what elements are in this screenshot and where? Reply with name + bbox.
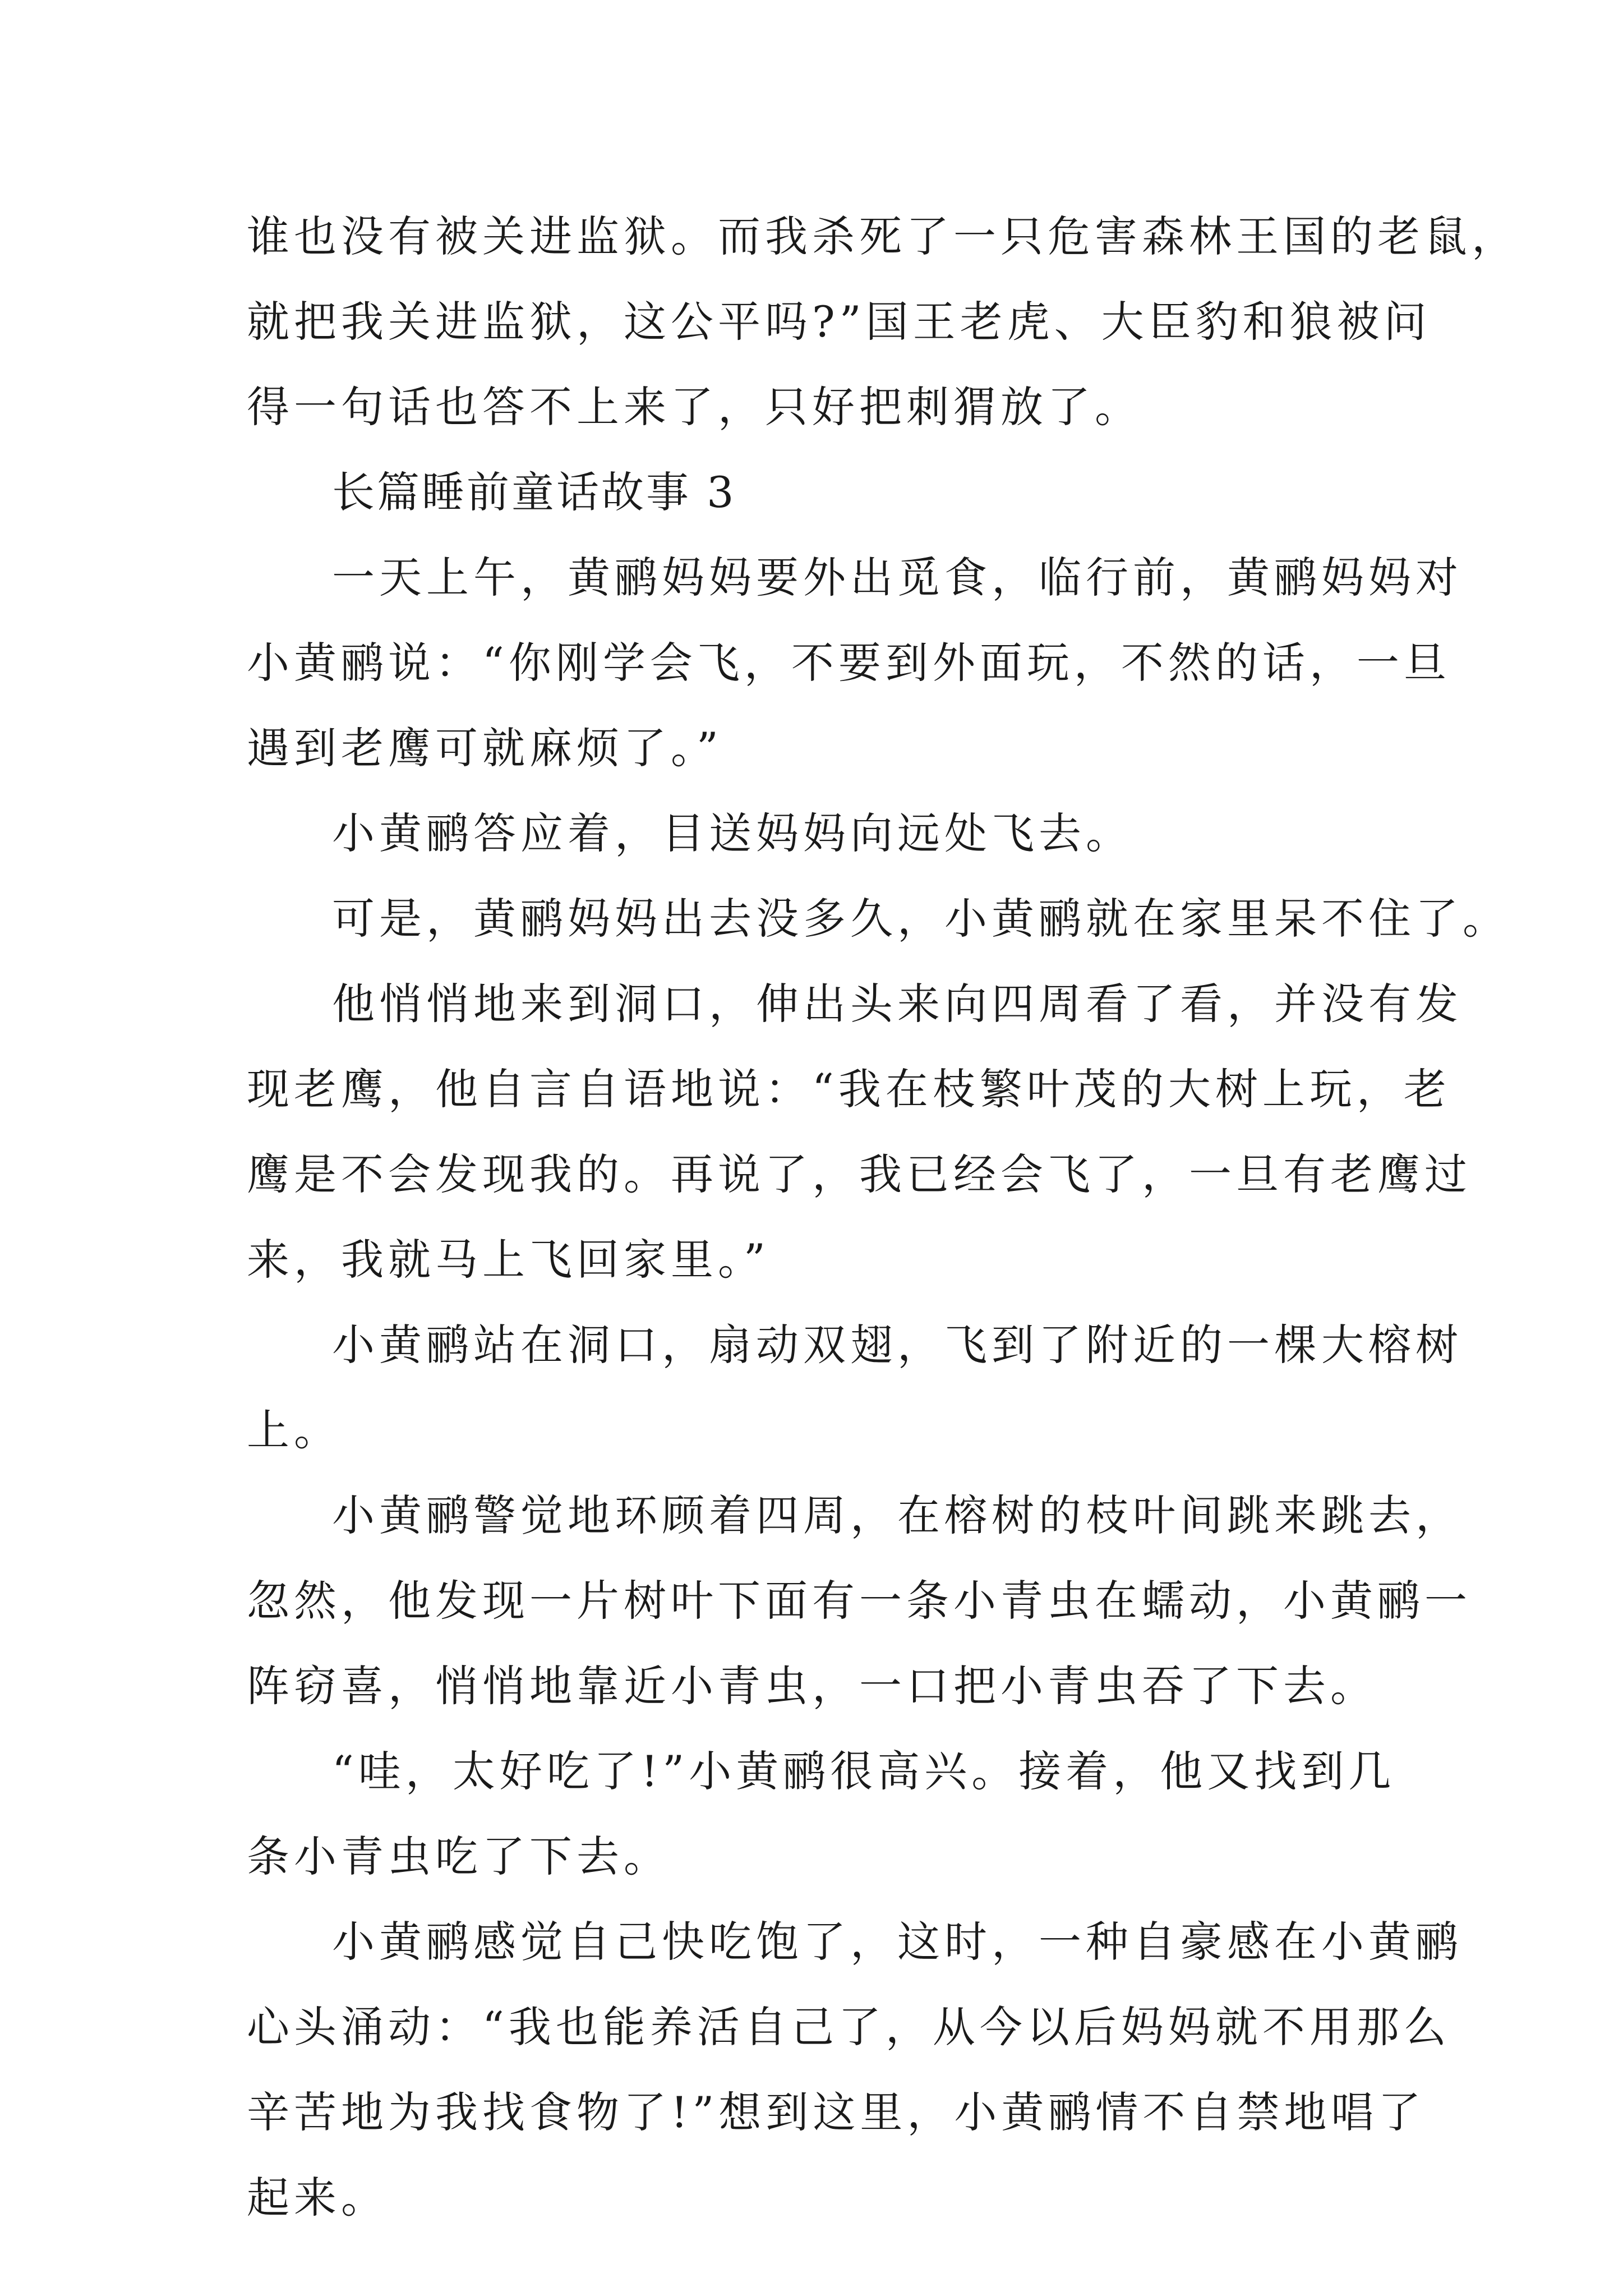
text-line: 条小青虫吃了下去。 (247, 1832, 671, 1881)
text-line: 遇到老鹰可就麻烦了。” (247, 723, 723, 773)
text-line: 小黄鹂站在洞口，扇动双翅，飞到了附近的一棵大榕树 (332, 1320, 1463, 1370)
text-line: 小黄鹂警觉地环顾着四周，在榕树的枝叶间跳来跳去， (332, 1490, 1463, 1540)
text-line: 小黄鹂答应着，目送妈妈向远处飞去。 (332, 808, 1133, 858)
text-line: 阵窃喜，悄悄地靠近小青虫，一口把小青虫吞了下去。 (247, 1661, 1377, 1711)
text-line: 现老鹰，他自言自语地说：“我在枝繁叶茂的大树上玩，老 (247, 1064, 1451, 1114)
text-line: 心头涌动：“我也能养活自己了，从今以后妈妈就不用那么 (247, 2002, 1451, 2052)
text-line: 一天上午，黄鹂妈妈要外出觅食，临行前，黄鹂妈妈对 (332, 553, 1463, 602)
text-line: 小黄鹂感觉自己快吃饱了，这时，一种自豪感在小黄鹂 (332, 1917, 1463, 1967)
text-line: 鹰是不会发现我的。再说了，我已经会飞了，一旦有老鹰过 (247, 1149, 1472, 1199)
text-line: 就把我关进监狱，这公平吗?”国王老虎、大臣豹和狼被问 (247, 297, 1431, 347)
text-line: 上。 (247, 1405, 341, 1455)
text-line: 他悄悄地来到洞口，伸出头来向四周看了看，并没有发 (332, 979, 1463, 1029)
story-heading: 长篇睡前童话故事 3 (332, 467, 736, 517)
text-line: 小黄鹂说：“你刚学会飞，不要到外面玩，不然的话，一旦 (247, 638, 1451, 688)
text-line: 来，我就马上飞回家里。” (247, 1235, 770, 1285)
text-line: 起来。 (247, 2173, 388, 2223)
text-line: “哇，太好吃了!”小黄鹂很高兴。接着，他又找到几 (332, 1746, 1396, 1796)
text-line: 谁也没有被关进监狱。而我杀死了一只危害森林王国的老鼠， (247, 211, 1519, 261)
text-line: 得一句话也答不上来了，只好把刺猬放了。 (247, 382, 1142, 432)
text-line: 可是，黄鹂妈妈出去没多久，小黄鹂就在家里呆不住了。 (332, 894, 1510, 944)
text-line: 忽然，他发现一片树叶下面有一条小青虫在蠕动，小黄鹂一 (247, 1576, 1472, 1626)
text-line: 辛苦地为我找食物了!”想到这里，小黄鹂情不自禁地唱了 (247, 2087, 1426, 2137)
